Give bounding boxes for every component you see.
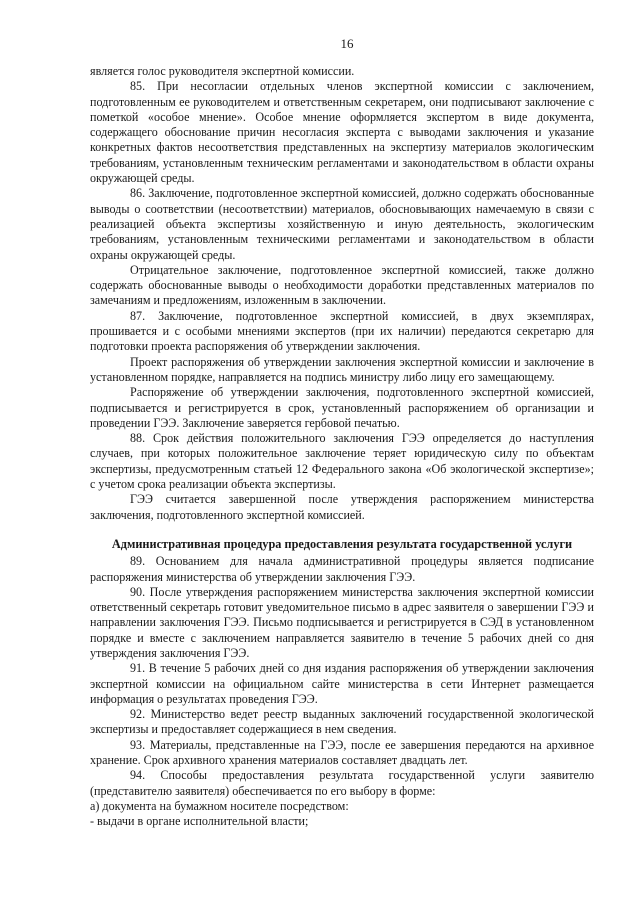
paragraph-94: 94. Способы предоставления результата государственной услуги заявителю (представителю заявителя) обеспечивается по его выбору в форме:: [90, 768, 594, 798]
bottom-paragraphs: [90, 554, 594, 829]
paragraph-86: 86. Заключение, подготовленное экспертной комиссией, должно содержать обоснованные выводы о соответствии (несоответствии) материалов, обосновывающих намечаемую в связи с реализацией объекта экспертизы хозяйственную и иную деятельность, экологическим требованиям, установленным техническими регламентами и законодательством в области охраны окружающей среды.: [90, 186, 594, 262]
paragraph: Распоряжение об утверждении заключения, подготовленного экспертной комиссией, подписывается и регистрируется в срок, установленный распоряжением об организации и проведении ГЭЭ. Заключение заверяется гербовой печатью.: [90, 385, 594, 430]
top-paragraphs: [90, 64, 594, 523]
page-number: 16: [340, 36, 354, 51]
paragraph-91: 91. В течение 5 рабочих дней со дня издания распоряжения об утверждении заключения экспертной комиссии на официальном сайте министерства в сети Интернет размещается информация о результатах проведения ГЭЭ.: [90, 661, 594, 706]
paragraph-88: 88. Срок действия положительного заключения ГЭЭ определяется до наступления случаев, при которых положительное заключение теряет юридическую силу по объектам экспертизы, предусмотренным статьей 12 Федерального закона «Об экологической экспертизе»; с учетом срока реализации объекта экспертизы.: [90, 431, 594, 492]
paragraph-93: 93. Материалы, представленные на ГЭЭ, после ее завершения передаются на архивное хранение. Срок архивного хранения материалов составляет двадцать лет.: [90, 737, 594, 768]
paragraph: является голос руководителя экспертной комиссии.: [90, 64, 355, 78]
section-heading: Административная процедура предоставления результата государственной услуги: [111, 536, 573, 551]
paragraph: ГЭЭ считается завершенной после утверждения распоряжением министерства заключения, подготовленного экспертной комиссией.: [90, 492, 594, 522]
paragraph-87: 87. Заключение, подготовленное экспертной комиссией, в двух экземплярах, прошивается и с особыми мнениями экспертов (при их наличии) передаются секретарю для подготовки проекта распоряжения об утверждении заключения.: [90, 308, 594, 354]
paragraph-90: 90. После утверждения распоряжением министерства заключения экспертной комиссии ответственный секретарь готовит уведомительное письмо в адрес заявителя о завершении ГЭЭ и направлении заключения ГЭЭ. Письмо подписывается и регистрируется в СЭД в установленном порядке и вместе с заключением направляется заявителю в течение 5 рабочих дней со дня утверждения заключения ГЭЭ.: [90, 584, 594, 660]
paragraph: Проект распоряжения об утверждении заключения экспертной комиссии и заключение в установленном порядке, направляется на подпись министру либо лицу его замещающему.: [90, 354, 594, 384]
paragraph-89: 89. Основанием для начала административной процедуры является подписание распоряжения министерства об утверждении заключения ГЭЭ.: [90, 554, 594, 584]
paragraph-85: 85. При несогласии отдельных членов экспертной комиссии с заключением, подготовленным ее руководителем и ответственным секретарем, они подписывают заключение с пометкой «особое мнение». Особое мнение оформляется экспертом в виде документа, содержащего обоснование причин несогласия эксперта с выводами заключения и указание конкретных фактов несоответствия представленных на экспертизу материалов экологическим требованиям, установленным техническим регламентами и законодательством в области охраны окружающей среды.: [90, 79, 594, 186]
paragraph: Отрицательное заключение, подготовленное экспертной комиссией, также должно содержать обоснованные выводы о необходимости доработки представленных материалов по замечаниям и предложениям, изложенным в заключении.: [90, 262, 594, 308]
list-item: - выдачи в органе исполнительной власти;: [90, 814, 309, 829]
paragraph-92: 92. Министерство ведет реестр выданных заключений государственной экологической экспертизы и предоставляет содержащиеся в нем сведения.: [90, 707, 594, 737]
list-item: а) документа на бумажном носителе посредством:: [90, 798, 349, 813]
